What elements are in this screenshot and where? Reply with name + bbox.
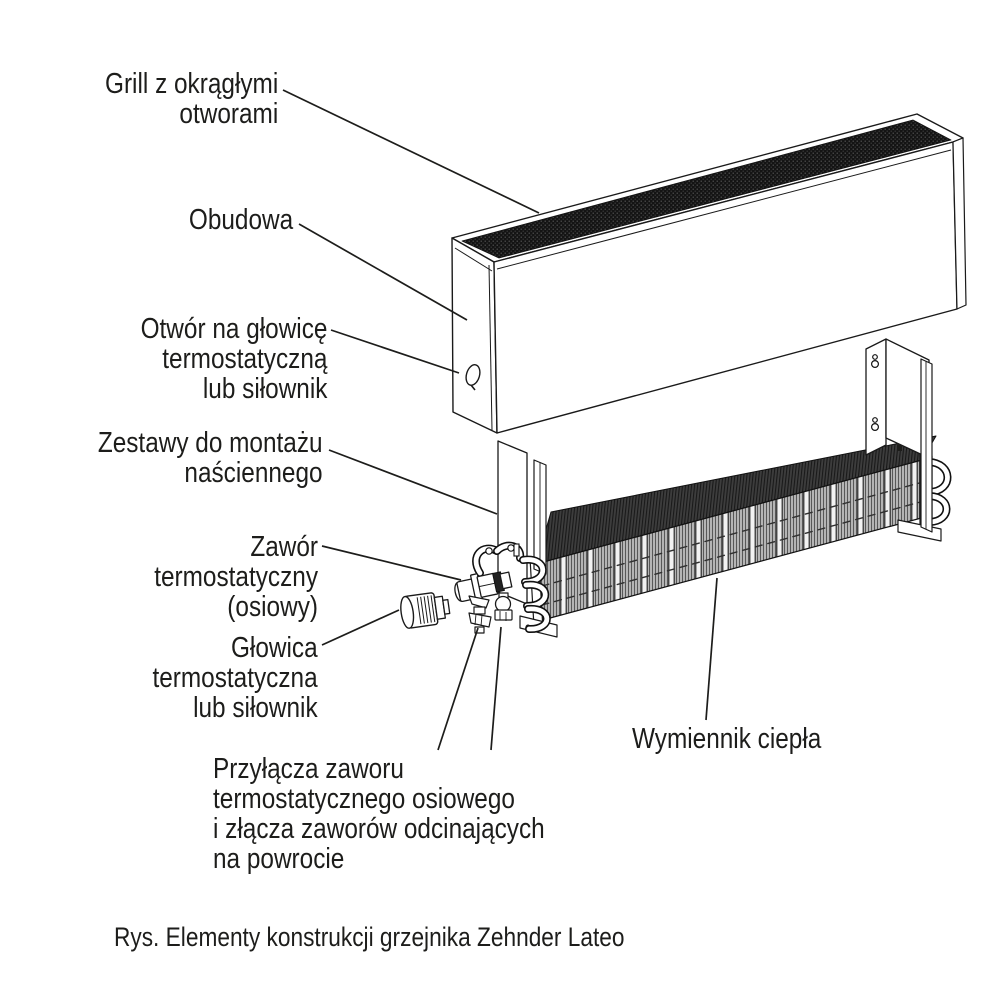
label-line: termostatyczną [161,343,327,375]
label-otwor [140,314,327,404]
label-zestawy [98,428,323,488]
pipe-nub [486,548,492,554]
thermostatic-head-illustration [399,591,451,629]
label-przylacza [213,754,545,874]
figure-caption: Rys. Elementy konstrukcji grzejnika Zehnder Lateo [114,922,625,952]
leader-wymiennik [706,578,717,720]
label-line: naściennego [184,457,323,489]
bracket-flange [921,359,932,532]
label-line: termostatyczna [152,662,318,694]
leader-otwor [331,330,459,373]
valve-connection-left [469,596,491,633]
pipe-nub [508,545,514,551]
label-line: lub siłownik [193,692,318,724]
leader-przylacza-2 [491,627,501,750]
keyhole-slot [872,355,879,368]
leader-glowica [322,610,399,645]
label-line: lub siłownik [202,373,327,405]
label-line: otworami [179,98,278,130]
leader-obudowa [299,224,467,320]
bracket-clip [897,445,902,451]
leader-grill [283,90,539,213]
label-line: Przyłącza zaworu [213,753,404,785]
label-line: Głowica [231,632,318,664]
label-line: Otwór na głowicę [140,313,327,345]
label-line: Grill z okrągłymi [104,68,278,100]
label-line: (osiowy) [227,591,318,623]
air-vent-pin [514,544,519,556]
label-line: Wymiennik ciepła [632,723,822,755]
heat-exchanger-illustration [520,436,948,637]
label-line: Zestawy do montażu [98,427,323,459]
label-obudowa [189,205,293,235]
label-grill [105,69,278,129]
label-line: na powrocie [213,843,345,875]
leader-zawor [322,546,461,580]
keyhole-slot [872,418,879,431]
leader-przylacza-1 [438,628,478,750]
label-line: i złącza zaworów odcinających [213,813,545,845]
label-line: termostatycznego osiowego [213,783,515,815]
label-wymiennik [632,724,821,754]
leader-zestawy [329,450,497,514]
label-line: Zawór [250,531,318,563]
label-line: termostatyczny [154,561,318,593]
label-line: Obudowa [188,204,293,236]
label-glowica [153,633,318,723]
label-zawor [154,532,318,622]
